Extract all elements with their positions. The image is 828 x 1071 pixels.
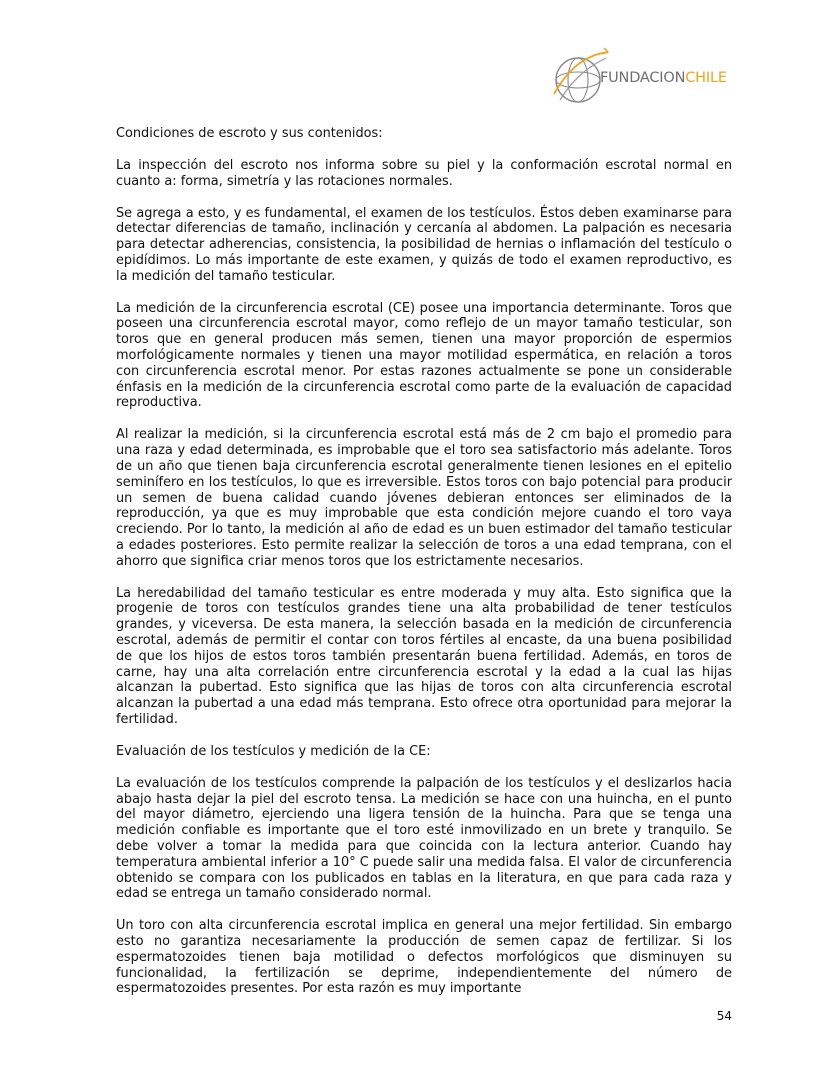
paragraph: Al realizar la medición, si la circunferencia escrotal está más de 2 cm bajo el promedio para una raza y edad determinada, es improbable que el toro sea satisfactorio más adelante. Toros de un año que tienen baja circunferencia escrotal generalmente tienen lesiones en el epitelio seminífero en los testículos, lo que es irreversible. Estos toros con bajo potencial para producir un semen de buena calidad cuando jóvenes debieran entonces ser eliminados de la reproducción, ya que es muy improbable que esta condición mejore cuando el toro vaya creciendo. Por lo tanto, la medición al año de edad es un buen estimador del tamaño testicular a edades posteriores. Esto permite realizar la selección de toros a una edad temprana, con el ahorro que significa criar menos toros que los estrictamente necesarios. [116, 427, 732, 569]
page-number: 54 [716, 1009, 732, 1023]
paragraph: Se agrega a esto, y es fundamental, el examen de los testículos. Éstos deben examinarse para detectar diferencias de tamaño, inclinación y cercanía al abdomen. La palpación es necesaria para detectar adherencias, consistencia, la posibilidad de hernias o inflamación del testículo o epidídimos. Lo más importante de este examen, y quizás de todo el examen reproductivo, es la medición del tamaño testicular. [116, 205, 732, 284]
logo-text-chile: CHILE [685, 70, 727, 86]
paragraph: La medición de la circunferencia escrotal (CE) posee una importancia determinante. Toros que poseen una circunferencia escrotal mayor, como reflejo de un mayor tamaño testicular, son toros que en general producen más semen, tienen una mayor proporción de espermios morfológicamente normales y tienen una mayor motilidad espermática, en relación a toros con circunferencia escrotal menor. Por estas razones actualmente se pone un considerable énfasis en la medición de la circunferencia escrotal como parte de la evaluación de capacidad reproductiva. [116, 300, 732, 411]
logo-text-fundacion: FUNDACION [600, 70, 686, 86]
page-body [116, 126, 732, 1013]
fundacion-chile-logo [548, 44, 738, 114]
paragraph: Un toro con alta circunferencia escrotal implica en general una mejor fertilidad. Sin embargo esto no garantiza necesariamente la producción de semen capaz de fertilizar. Si los espermatozoides tienen baja motilidad o defectos morfológicos que disminuyen su funcionalidad, la fertilización se deprime, independientemente del número de espermatozoides presentes. Por esta razón es muy importante [116, 918, 732, 997]
paragraph: La heredabilidad del tamaño testicular es entre moderada y muy alta. Esto significa que la progenie de toros con testículos grandes tiene una alta probabilidad de tener testículos grandes, y viceversa. De esta manera, la selección basada en la medición de circunferencia escrotal, además de permitir el contar con toros fértiles al encaste, da una buena posibilidad de que los hijos de estos toros también presentarán buena fertilidad. Además, en toros de carne, hay una alta correlación entre circunferencia escrotal y la edad a la cual las hijas alcanzan la pubertad. Esto significa que las hijas de toros con alta circunferencia escrotal alcanzan la pubertad a una edad más temprana. Esto ofrece otra oportunidad para mejorar la fertilidad. [116, 585, 732, 727]
section-heading: Condiciones de escroto y sus contenidos: [116, 126, 383, 141]
logo-wordmark [600, 70, 727, 86]
paragraph: La evaluación de los testículos comprende la palpación de los testículos y el deslizarlos hacia abajo hasta dejar la piel del escroto tensa. La medición se hace con una huincha, en el punto del mayor diámetro, ejerciendo una ligera tensión de la huincha. Para que se tenga una medición confiable es importante que el toro esté inmovilizado en un brete y tranquilo. Se debe volver a tomar la medida para que coincida con la lectura anterior. Cuando hay temperatura ambiental inferior a 10° C puede salir una medida falsa. El valor de circunferencia obtenido se compara con los publicados en tablas en la literatura, en que para cada raza y edad se entrega un tamaño considerado normal. [116, 775, 732, 902]
section-heading: Evaluación de los testículos y medición de la CE: [116, 743, 431, 759]
paragraph: La inspección del escroto nos informa sobre su piel y la conformación escrotal normal en cuanto a: forma, simetría y las rotaciones normales. [116, 157, 732, 189]
